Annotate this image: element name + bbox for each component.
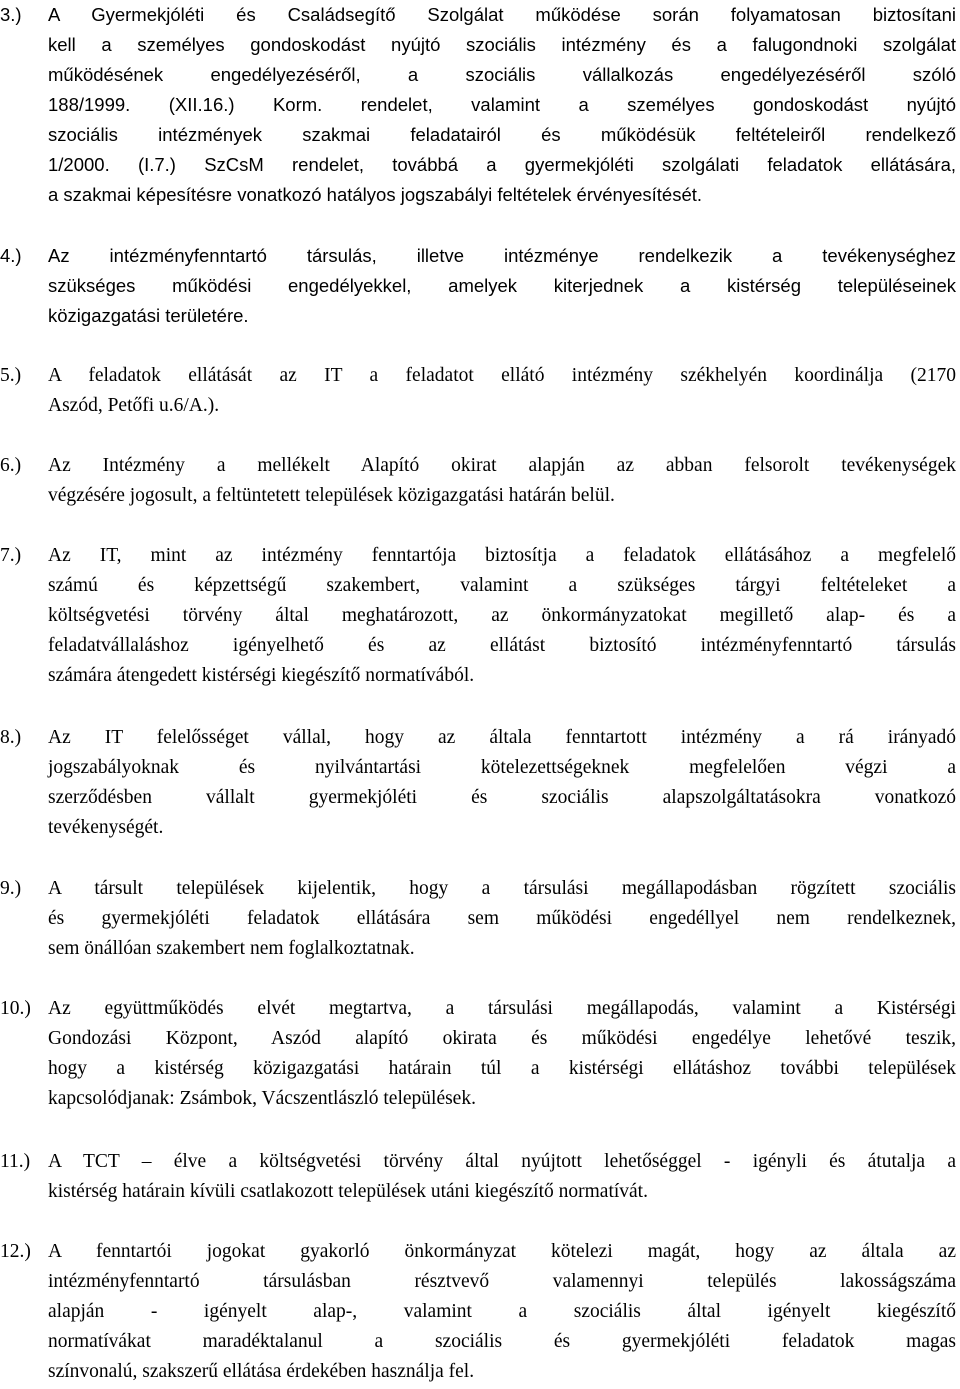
paragraph-line: működésének engedélyezéséről, a szociális vállalkozás engedélyezéséről szóló [48, 64, 956, 85]
paragraph-line: Gondozási Központ, Aszód alapító okirata és működési engedélye lehetővé teszik, [48, 1028, 956, 1049]
paragraph-number: 8.) [0, 727, 22, 748]
paragraph-line: Az IT, mint az intézmény fenntartója biztosítja a feladatok ellátásához a megfelelő [48, 545, 956, 566]
paragraph-line: kell a személyes gondoskodást nyújtó szociális intézmény és a falugondnoki szolgálat [48, 34, 956, 55]
paragraph-line: A Gyermekjóléti és Családsegítő Szolgálat működése során folyamatosan biztosítani [48, 4, 956, 25]
paragraph-number: 9.) [0, 878, 22, 899]
paragraph-number: 5.) [0, 365, 22, 386]
paragraph-line: közigazgatási területére. [48, 305, 249, 326]
paragraph-line: Az IT felelősséget vállal, hogy az általa fenntartott intézmény a rá irányadó [48, 727, 956, 748]
paragraph-line: Az együttműködés elvét megtartva, a társulási megállapodás, valamint a Kistérségi [48, 998, 956, 1019]
paragraph-number: 7.) [0, 545, 22, 566]
paragraph-number: 4.) [0, 245, 22, 266]
paragraph-line: Az Intézmény a mellékelt Alapító okirat alapján az abban felsorolt tevékenységek [48, 455, 956, 476]
paragraph-line: A feladatok ellátását az IT a feladatot ellátó intézmény székhelyén koordinálja (2170 [48, 365, 956, 386]
paragraph-line: szükséges működési engedélyekkel, amelyek kiterjednek a kistérség településeinek [48, 275, 956, 296]
paragraph-number: 11.) [0, 1151, 31, 1172]
paragraph-line: A TCT – élve a költségvetési törvény által nyújtott lehetőséggel - igényli és átutalja a [48, 1151, 956, 1172]
paragraph-line: normatívákat maradéktalanul a szociális és gyermekjóléti feladatok magas [48, 1331, 956, 1352]
paragraph-line: szociális intézmények szakmai feladatairól és működésük feltételeiről rendelkező [48, 124, 956, 145]
paragraph-line: A fenntartói jogokat gyakorló önkormányzat kötelezi magát, hogy az általa az [48, 1241, 956, 1262]
paragraph-line: feladatvállaláshoz igényelhető és az ellátást biztosító intézményfenntartó társulás [48, 635, 956, 656]
paragraph-line: tevékenységét. [48, 817, 164, 838]
paragraph-number: 12.) [0, 1241, 31, 1262]
paragraph-line: alapján - igényelt alap-, valamint a szociális által igényelt kiegészítő [48, 1301, 956, 1322]
paragraph-line: 1/2000. (I.7.) SzCsM rendelet, továbbá a gyermekjóléti szolgálati feladatok ellátására, [48, 154, 956, 175]
paragraph-line: intézményfenntartó társulásban résztvevő valamennyi település lakosságszáma [48, 1271, 956, 1292]
paragraph-line: sem önállóan szakembert nem foglalkoztatnak. [48, 938, 415, 959]
paragraph-line: hogy a kistérség közigazgatási határain túl a kistérségi ellátáshoz további települések [48, 1058, 956, 1079]
paragraph-line: 188/1999. (XII.16.) Korm. rendelet, valamint a személyes gondoskodást nyújtó [48, 94, 956, 115]
paragraph-line: végzésére jogosult, a feltüntetett települések közigazgatási határán belül. [48, 485, 615, 506]
paragraph-line: kapcsolódjanak: Zsámbok, Vácszentlászló települések. [48, 1088, 476, 1109]
paragraph-line: számára átengedett kistérségi kiegészítő normatívából. [48, 665, 475, 686]
paragraph-line: Aszód, Petőfi u.6/A.). [48, 395, 220, 416]
paragraph-number: 3.) [0, 4, 22, 25]
paragraph-number: 6.) [0, 455, 22, 476]
paragraph-line: jogszabályoknak és nyilvántartási kötelezettségeknek megfelelően végzi a [48, 757, 956, 778]
paragraph-line: színvonalú, szakszerű ellátása érdekében használja fel. [48, 1361, 475, 1382]
paragraph-line: Az intézményfenntartó társulás, illetve intézménye rendelkezik a tevékenységhez [48, 245, 956, 266]
paragraph-number: 10.) [0, 998, 31, 1019]
paragraph-line: számú és képzettségű szakembert, valamint a szükséges tárgyi feltételeket a [48, 575, 956, 596]
paragraph-line: A társult települések kijelentik, hogy a társulási megállapodásban rögzített szociális [48, 878, 956, 899]
paragraph-line: költségvetési törvény által meghatározott, az önkormányzatokat megillető alap- és a [48, 605, 956, 626]
paragraph-line: és gyermekjóléti feladatok ellátására sem működési engedéllyel nem rendelkeznek, [48, 908, 956, 929]
paragraph-line: a szakmai képesítésre vonatkozó hatályos jogszabályi feltételek érvényesítését. [48, 184, 703, 205]
paragraph-line: szerződésben vállalt gyermekjóléti és szociális alapszolgáltatásokra vonatkozó [48, 787, 956, 808]
paragraph-line: kistérség határain kívüli csatlakozott települések utáni kiegészítő normatívát. [48, 1181, 648, 1202]
